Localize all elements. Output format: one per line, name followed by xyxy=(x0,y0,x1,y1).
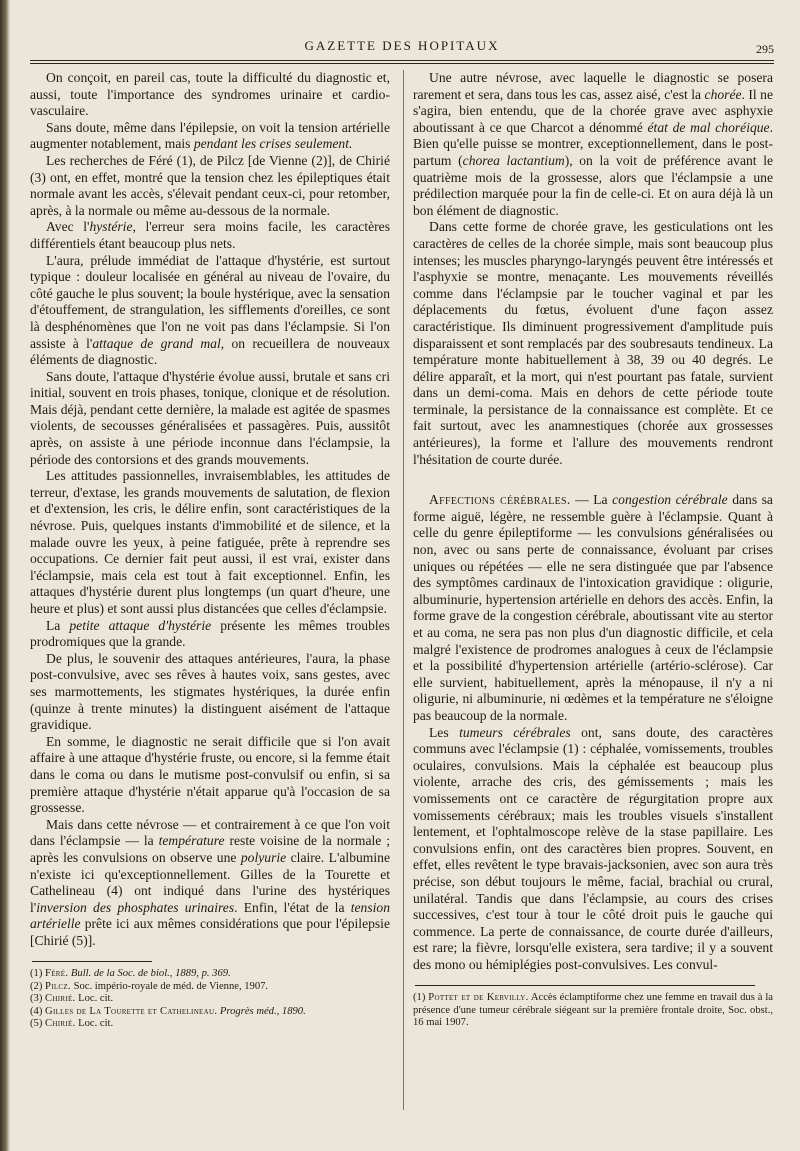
paragraph: Les recherches de Féré (1), de Pilcz [de Vienne (2)], de Chirié (3) ont, en effet, montré que la tension chez les épileptiques était normale avant les accès, s'élevait pendant ceux-ci, pour retomber, après, à la normale ou même au-dessous de la normale. xyxy=(30,152,390,218)
paragraph: L'aura, prélude immédiat de l'attaque d'hystérie, est surtout typique : douleur localisée en général au niveau de l'ovaire, du côté gauche le plus souvent; la boule hystérique, avec la sensation d'étouffement, de strangulation, les sifflements d'oreilles, ce sont là desphénomènes que l'on ne voit pas dans l'éclampsie. Si l'on assiste à l'attaque de grand mal, on recueillera de nouveaux éléments de diagnostic. xyxy=(30,252,390,368)
footnote-rule xyxy=(32,961,152,962)
paragraph: En somme, le diagnostic ne serait difficile que si l'on avait affaire à une attaque d'hystérie fruste, ou encore, si la femme était dans le coma ou dans le mutisme post-convulsif ou enfin, si sa première attaque d'hystérie n'était apparue qu'à l'occasion de sa grossesse. xyxy=(30,733,390,816)
footnote: (1) Féré. Bull. de la Soc. de biol., 1889, p. 369. xyxy=(30,968,231,980)
paragraph: Une autre névrose, avec laquelle le diagnostic se posera rarement et sera, dans tous les cas, assez aisé, c'est la chorée. Il ne s'agira, bien entendu, que de la chorée grave avec asphyxie aboutissant à ce que Charcot a dénommé état de mal choréique. Bien qu'elle puisse se montrer, exceptionnellement, dans le post-partum (chorea lactantium), on la voit de préférence avant le quatrième mois de la grossesse, alors que l'éclampsie a une prédilection marquée pour la fin de celle-ci. Et on aura déjà là un bon élément de diagnostic. xyxy=(413,70,774,218)
page-header xyxy=(30,38,774,60)
paragraph: La petite attaque d'hystérie présente les mêmes troubles prodromiques que la grande. xyxy=(30,617,390,650)
paragraph: Les tumeurs cérébrales ont, sans doute, des caractères communs avec l'éclampsie (1) : céphalée, vomissements, troubles oculaires, convulsions. Mais la céphalée est beaucoup plus violente, arrache des cris, des gémissements ; mais les vomissements ont ce caractère de régurgitation propre aux vomissements cérébraux; mais les troubles visuels s'installent lentement, et l'ophtalmoscope relève de la stase papillaire. Les convulsions enfin, ont des caractères bien propres. Souvent, en effet, elles revêtent le type bravais-jacksonien, avec son aura très précise, son début toujours le même, facial, brachial ou crural, unilatéral. Tandis que dans l'éclampsie, au cours des crises successives, c'est tour à tour le côté droit puis le gauche qui commence. La perte de connaissance, de courte durée d'ailleurs, est rare; la fièvre, lorsqu'elle existera, sera tardive; il y a souvent des mono ou hémiplégies post-convulsives. Les convul- xyxy=(413,724,774,972)
paragraph: On conçoit, en pareil cas, toute la difficulté du diagnostic et, aussi, toute l'importance des syndromes urinaire et cardio-vasculaire. xyxy=(30,70,390,119)
footnotes-left xyxy=(30,968,390,1030)
book-binding-edge xyxy=(0,0,10,1151)
footnotes-right xyxy=(413,992,773,1029)
section-heading: Affections cérébrales. xyxy=(429,492,571,508)
page-number: 295 xyxy=(756,42,774,56)
paragraph: Dans cette forme de chorée grave, les gesticulations ont les caractères de celles de la chorée simple, mais sont beaucoup plus intenses; les muscles pharyngo-laryngés peuvent être intéressés et l'asphyxie se montre, menaçante. Les mouvements réveillés comme dans l'éclampsie par le toucher vaginal et par les déplacements du fœtus, évoluent d'une façon assez caractéristique. Ils diminuent progressivement d'amplitude puis disparaissent et sont remplacés par des soubresauts tendineux. La température monte habituellement à 38, 39 ou 40 degrés. Le délire apparaît, et la mort, qui n'est pourtant pas fatale, survient dans un demi-coma. Mais en dehors de cette période toute terminale, la persistance de la connaissance est complète. Et ce fait surtout, avec les anamnestiques (chorée aux grossesses antérieures), la forme et l'allure des mouvements rendront l'hésitation de courte durée. xyxy=(413,219,773,467)
paragraph: De plus, le souvenir des attaques antérieures, l'aura, la phase post-convulsive, avec ses rêves à hautes voix, sans gestes, avec ses marmottements, les stigmates hystériques, la durée enfin (quinze à trente minutes) la distinguent aisément de l'attaque gravidique. xyxy=(30,650,390,733)
footnote-rule xyxy=(415,985,755,986)
footnote: (4) Gilles de La Tourette et Cathelineau. Progrès méd., 1890. xyxy=(30,1005,306,1017)
paragraph: Mais dans cette névrose — et contrairement à ce que l'on voit dans l'éclampsie — la température reste voisine de la normale ; après les convulsions on observe une polyurie claire. L'albumine n'existe ici qu'exceptionnellement. Gilles de la Tourette et Cathelineau (4) ont indiqué dans l'urine des hystériques l'inversion des phosphates urinaires. Enfin, l'état de la tension artérielle prête ici aux mêmes considérations que pour l'épilepsie [Chirié (5)]. xyxy=(30,816,390,948)
left-column xyxy=(30,70,390,1031)
footnote: (1) Pottet et de Kervilly. Accès éclamptiforme chez une femme en travail dus à la présence d'une tumeur cérébrale siégeant sur la première frontale droite, Soc. obst., 16 mai 1907. xyxy=(413,992,773,1029)
column-divider xyxy=(403,70,404,1110)
footnote: (3) Chirié. Loc. cit. xyxy=(30,993,114,1005)
paragraph: Les attitudes passionnelles, invraisemblables, les attitudes de terreur, d'extase, les grands mouvements de salutation, de flexion et d'extension, les cris, le délire enfin, sont caractéristiques de la névrose. Puis, quelques instants d'immobilité et de silence, et la malade ouvre les yeux, à peine fatiguée, prête à reprendre ses occupations. Ce dernier fait peut aussi, il est vrai, exister dans l'éclampsie, mais cela est tout à fait exceptionnel. Enfin, les attaques d'hystérie durent plus longtemps (un quart d'heure, une heure et plus) et sont aussi plus distancées que celles d'éclampsie. xyxy=(30,468,390,616)
running-title: GAZETTE DES HOPITAUX xyxy=(304,38,500,53)
paragraph: Sans doute, même dans l'épilepsie, on voit la tension artérielle augmenter notablement, mais pendant les crises seulement. xyxy=(30,119,390,152)
header-rule xyxy=(30,60,774,64)
section-affections-cerebrales: Affections cérébrales. — La congestion cérébrale dans sa forme aiguë, légère, ne ressemble guère à l'éclampsie. Quant à celle du genre épileptiforme — les convulsions généralisées ou non, avec ou sans perte de connaissance, évoluant par crises uniques ou répétées — elle ne sera distinguée que par l'absence des symptômes cardinaux de l'intoxication gravidique : oligurie, albuminurie, hypertension artérielle en dehors des accès. Enfin, la forme grave de la congestion cérébrale, aboutissant vite au stertor et au coma, ne sera pas non plus d'un diagnostic difficile, et cela malgré l'existence de prodromes analogues à ceux de l'éclampsie et la possibilité d'hypertension artérielle (artério-sclérose). Car elle survient, habituellement, après la ménopause, il n'y a ni oligurie, ni albuminurie, ni œdèmes et la température ne s'éloigne pas beaucoup de la normale. xyxy=(413,492,773,723)
right-column xyxy=(413,70,773,1030)
footnote: (5) Chirié. Loc. cit. xyxy=(30,1018,114,1030)
footnote: (2) Pilcz. Soc. império-royale de méd. de Vienne, 1907. xyxy=(30,980,269,992)
paragraph: Avec l'hystérie, l'erreur sera moins facile, les caractères différentiels étant beaucoup plus nets. xyxy=(30,219,390,251)
paragraph: Sans doute, l'attaque d'hystérie évolue aussi, brutale et sans cri initial, souvent en trois phases, tonique, clonique et de résolution. Mais déjà, pendant cette dernière, la malade est agitée de spasmes violents, de secousses généralisées et passagères. Puis, aussitôt après, on assiste à une période inconnue dans l'éclampsie, la période des contorsions et des grands mouvements. xyxy=(30,368,390,467)
